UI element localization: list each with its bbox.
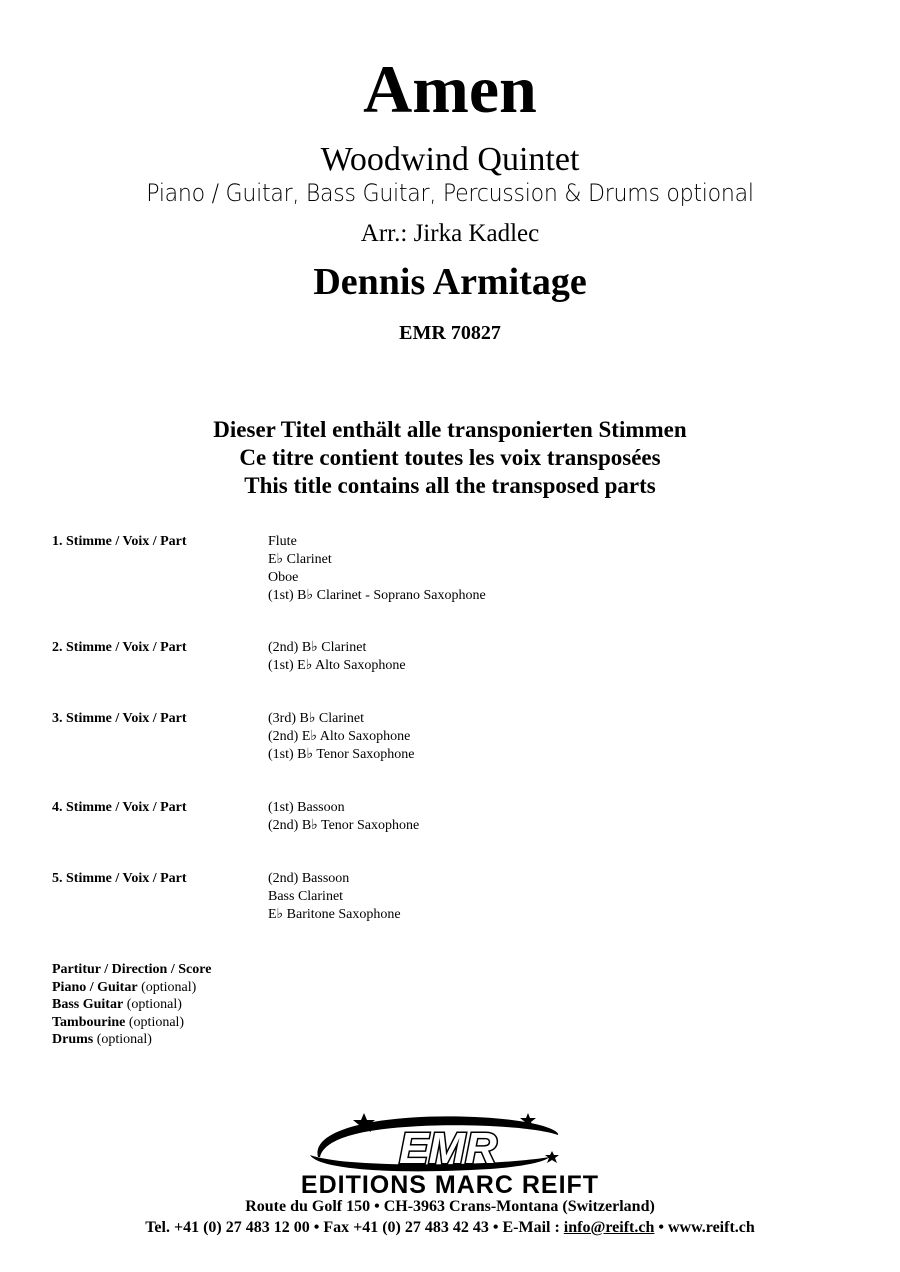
part-instrument: (1st) E♭ Alto Saxophone: [268, 658, 406, 673]
extra-part-name: Drums: [52, 1032, 94, 1047]
email-link[interactable]: info@reift.ch: [563, 1219, 655, 1236]
extra-part-item: [52, 996, 211, 1014]
part-instrument: Oboe: [268, 570, 299, 585]
part-instrument: Bass Clarinet: [268, 889, 344, 904]
publisher-contact: [0, 1218, 900, 1238]
composer-name: Dennis Armitage: [313, 261, 587, 303]
part-instrument: Flute: [268, 534, 297, 549]
logo-star-small: [545, 1151, 559, 1163]
part-label-1: 1. Stimme / Voix / Part: [52, 534, 187, 549]
part-instrument: (3rd) B♭ Clarinet: [268, 711, 365, 726]
part-instrument: (1st) B♭ Clarinet - Soprano Saxophone: [268, 588, 486, 603]
extra-part-item: [52, 1014, 211, 1032]
logo-emr-text: EMR: [399, 1124, 497, 1173]
part-label-3: 3. Stimme / Voix / Part: [52, 711, 187, 726]
extra-part-item: [52, 1031, 211, 1049]
extra-part-note: (optional): [96, 1032, 152, 1047]
extra-part-name: Partitur / Direction / Score: [52, 962, 212, 977]
part-label-2: 2. Stimme / Voix / Part: [52, 640, 187, 655]
notice-german: Dieser Titel enthält alle transponierten Stimmen: [213, 417, 687, 442]
extra-part-name: Tambourine: [52, 1014, 126, 1030]
website-link[interactable]: www.reift.ch: [667, 1219, 755, 1236]
part-instrument: E♭ Baritone Saxophone: [268, 907, 401, 922]
part-instrument: (2nd) B♭ Tenor Saxophone: [268, 818, 420, 833]
publisher-logo: [240, 1105, 660, 1195]
additional-parts-list: [52, 961, 211, 1049]
extra-part-note: (optional): [128, 1014, 185, 1030]
part-instruments-5: [268, 870, 401, 924]
contact-phone-fax: Tel. +41 (0) 27 483 12 00 • Fax +41 (0) 27 483 42 43 • E-Mail :: [145, 1219, 564, 1236]
catalog-number: EMR 70827: [399, 322, 501, 344]
part-instrument: E♭ Clarinet: [268, 552, 332, 567]
extra-part-item: [52, 979, 211, 997]
extra-part-name: Bass Guitar: [52, 997, 124, 1012]
page-title: Amen: [363, 51, 537, 127]
publisher-address: Route du Golf 150 • CH-3963 Crans-Montana (Switzerland): [245, 1198, 655, 1215]
part-label-4: 4. Stimme / Voix / Part: [52, 800, 187, 815]
extra-part-note: (optional): [126, 997, 182, 1012]
extra-part-name: Piano / Guitar: [52, 979, 138, 995]
part-instruments-2: [268, 639, 406, 675]
ensemble-subtitle: Woodwind Quintet: [320, 141, 580, 178]
part-instrument: (2nd) E♭ Alto Saxophone: [268, 729, 411, 744]
logo-publisher-name: EDITIONS MARC REIFT: [300, 1171, 600, 1195]
arranger-credit: Arr.: Jirka Kadlec: [360, 220, 540, 247]
part-instrument: (2nd) B♭ Clarinet: [268, 640, 367, 655]
optional-instruments-line: Piano / Guitar, Bass Guitar, Percussion & Drums optional: [146, 179, 754, 207]
part-instruments-4: [268, 799, 419, 835]
contact-separator: •: [654, 1219, 668, 1236]
notice-french: Ce titre contient toutes les voix transposées: [239, 445, 661, 470]
part-instrument: (1st) Bassoon: [268, 800, 345, 815]
extra-part-item: [52, 961, 211, 979]
extra-part-note: (optional): [141, 979, 197, 995]
part-instruments-3: [268, 710, 415, 764]
part-label-5: 5. Stimme / Voix / Part: [52, 871, 187, 886]
part-instrument: (1st) B♭ Tenor Saxophone: [268, 747, 415, 762]
part-instrument: (2nd) Bassoon: [268, 871, 350, 886]
notice-english: This title contains all the transposed parts: [244, 473, 656, 498]
part-instruments-1: [268, 533, 486, 605]
